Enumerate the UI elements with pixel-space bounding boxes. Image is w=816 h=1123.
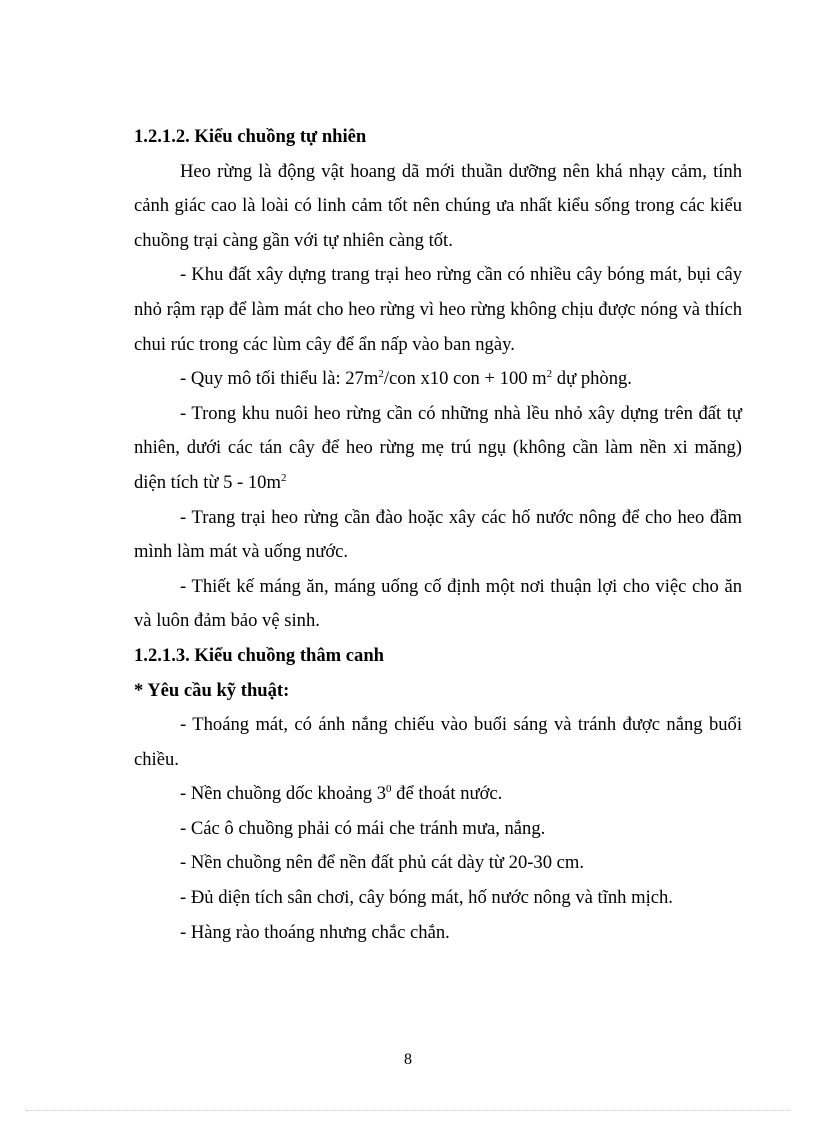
- paragraph-play-area: - Đủ diện tích sân chơi, cây bóng mát, hố nước nông và tĩnh mịch.: [180, 887, 673, 909]
- paragraph-fence: - Hàng rào thoáng nhưng chắc chắn.: [180, 921, 450, 943]
- scale-sup-2: 2: [546, 368, 553, 381]
- paragraph-troughs: - Thiết kế máng ăn, máng uống cố định một nơi thuận lợi cho việc cho ăn và luôn đảm bảo vệ sinh.: [134, 575, 742, 632]
- paragraph-floor-slope: [134, 777, 742, 812]
- paragraph-roof: - Các ô chuồng phải có mái che tránh mưa, nắng.: [180, 817, 546, 839]
- technical-requirements-heading: * Yêu cầu kỹ thuật:: [134, 679, 290, 701]
- section-heading-1-2-1-2: 1.2.1.2. Kiểu chuồng tự nhiên: [134, 126, 367, 147]
- scale-sup-1: 2: [378, 368, 384, 381]
- paragraph-huts: [134, 397, 742, 501]
- slope-text-1: - Nền chuồng dốc khoảng 3: [180, 783, 387, 805]
- slope-sup: 0: [386, 783, 392, 796]
- paragraph-ponds: - Trang trại heo rừng cần đào hoặc xây các hố nước nông để cho heo đầm mình làm mát và uống nước.: [134, 506, 742, 563]
- section-heading-1-2-1-3: 1.2.1.3. Kiểu chuồng thâm canh: [134, 644, 385, 666]
- scale-text-3: dự phòng.: [552, 368, 632, 390]
- slope-text-2: để thoát nước.: [391, 783, 503, 805]
- page-content: [134, 120, 742, 950]
- scale-text-2: /con x10 con + 100 m: [383, 368, 547, 390]
- paragraph-scale: [134, 362, 742, 397]
- paragraph-ventilation: - Thoáng mát, có ánh nắng chiếu vào buổi sáng và tránh được nắng buổi chiều.: [134, 714, 742, 770]
- paragraph-land: - Khu đất xây dựng trang trại heo rừng cần có nhiều cây bóng mát, bụi cây nhỏ rậm rạp để làm mát cho heo rừng vì heo rừng không chịu được nóng và thích chui rúc trong các lùm cây để ẩn nấp vào ban ngày.: [134, 264, 742, 355]
- page-bottom-divider: [26, 1110, 790, 1111]
- scale-text-1: - Quy mô tối thiểu là: 27m: [180, 368, 379, 390]
- paragraph-intro: Heo rừng là động vật hoang dã mới thuần dưỡng nên khá nhạy cảm, tính cảnh giác cao là loài có linh cảm tốt nên chúng ưa nhất kiểu sống trong các kiểu chuồng trại càng gần với tự nhiên càng tốt.: [134, 160, 742, 251]
- page-number: 8: [404, 1051, 412, 1068]
- huts-text: - Trong khu nuôi heo rừng cần có những nhà lều nhỏ xây dựng trên đất tự nhiên, dưới các tán cây để heo rừng mẹ trú ngụ (không cần làm nền xi măng) diện tích từ 5 - 10m: [134, 402, 742, 493]
- huts-sup: 2: [280, 471, 287, 484]
- paragraph-floor-sand: - Nền chuồng nên để nền đất phủ cát dày từ 20-30 cm.: [180, 852, 585, 874]
